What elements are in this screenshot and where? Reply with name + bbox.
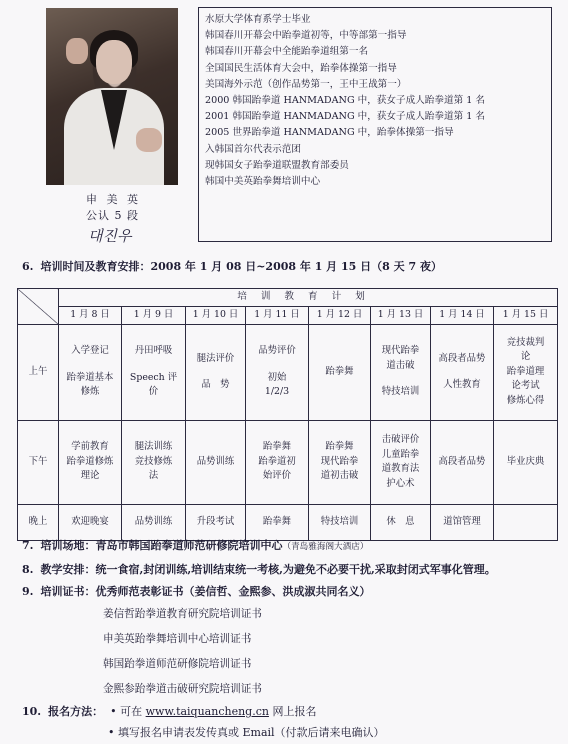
schedule-row-evening — [18, 504, 558, 540]
instructor-rank: 公认 5 段 — [86, 209, 139, 222]
training-schedule-table — [17, 288, 558, 541]
schedule-cell — [186, 504, 246, 540]
section-10-registration — [22, 703, 316, 719]
section-label: 培训证书： — [40, 585, 96, 598]
section-number: 9. — [22, 585, 34, 598]
registration-website-link[interactable]: www.taiquancheng.cn — [145, 705, 269, 718]
schedule-cell-text: 始评价 — [262, 470, 292, 482]
bio-line: 现韩国女子跆拳道联盟教育部委员 — [205, 159, 349, 171]
section-number: 6. — [22, 260, 34, 273]
schedule-cell — [186, 420, 246, 504]
schedule-cell — [59, 324, 122, 420]
schedule-cell-text: 修炼心得 — [506, 394, 545, 406]
certificate-item: 韩国跆拳道师范研修院培训证书 — [103, 658, 252, 670]
schedule-cell — [494, 324, 558, 420]
schedule-cell-text: 竞技修炼 — [134, 455, 173, 467]
schedule-cell-text: 品势训练 — [134, 515, 173, 527]
schedule-cell-text — [124, 359, 183, 371]
schedule-cell — [122, 504, 186, 540]
section-7-venue — [22, 537, 368, 553]
schedule-cell-text — [373, 373, 428, 385]
schedule-cell — [431, 324, 494, 420]
schedule-cell-text: 品势训练 — [196, 455, 235, 467]
schedule-row-morning — [18, 324, 558, 420]
section-text: 2008 年 1 月 08 日~2008 年 1 月 15 日（8 天 7 夜） — [150, 260, 442, 273]
table-corner-cell — [18, 289, 59, 325]
schedule-cell-text: 现代跆拳 — [381, 345, 420, 357]
registration-fax-email-line: • 填写报名申请表发传真或 Email（付款后请来电确认） — [108, 726, 385, 739]
day-header-cell: 1 月 9 日 — [122, 307, 186, 325]
day-header-cell: 1 月 11 日 — [246, 307, 309, 325]
day-header-cell: 1 月 14 日 — [431, 307, 494, 325]
schedule-cell-text: 毕业庆典 — [506, 455, 545, 467]
schedule-cell-text: 理论 — [80, 470, 100, 482]
schedule-cell — [122, 324, 186, 420]
schedule-cell-text: 腿法评价 — [196, 352, 235, 364]
schedule-title: 培训教育计划 — [59, 289, 558, 307]
day-header-cell: 1 月 15 日 — [494, 307, 558, 325]
schedule-cell — [431, 420, 494, 504]
day-header-cell: 1 月 10 日 — [186, 307, 246, 325]
schedule-cell-text: 跆拳舞 — [325, 441, 354, 453]
schedule-cell-text: 儿童跆拳 — [381, 448, 420, 460]
schedule-cell-text: 论考试 — [511, 380, 540, 392]
schedule-cell — [59, 420, 122, 504]
bio-line: 入韩国首尔代表示范团 — [205, 143, 301, 155]
schedule-cell-text: 修炼 — [80, 386, 100, 398]
time-slot-label: 下午 — [18, 420, 59, 504]
schedule-cell-text: 高段者品势 — [438, 352, 486, 364]
schedule-cell-text: 入学登记 — [71, 345, 109, 357]
schedule-cell — [246, 324, 309, 420]
schedule-cell — [246, 420, 309, 504]
schedule-cell — [122, 420, 186, 504]
schedule-cell — [431, 504, 494, 540]
bio-line: 韩国中美英跆拳舞培训中心 — [205, 176, 321, 188]
section-label: 培训时间及教育安排： — [40, 260, 151, 273]
day-header-cell: 1 月 13 日 — [371, 307, 431, 325]
schedule-cell-text: 竞技裁判 — [506, 336, 545, 348]
schedule-cell-text: 特技培训 — [381, 386, 420, 398]
instructor-bio-box — [198, 7, 552, 242]
section-number: 8. — [22, 563, 34, 576]
schedule-cell-text: 休 息 — [386, 515, 415, 527]
schedule-cell — [494, 420, 558, 504]
schedule-cell-text: 跆拳舞 — [262, 515, 292, 527]
schedule-cell-text: 特技培训 — [320, 515, 359, 527]
schedule-cell-text: 跆拳舞 — [262, 441, 292, 453]
schedule-cell-text: Speech 评 — [129, 371, 178, 383]
schedule-cell-text: 道教育法 — [381, 463, 420, 474]
schedule-cell-text: 初始 — [267, 371, 287, 383]
schedule-cell — [371, 324, 431, 420]
instructor-photo — [46, 8, 178, 185]
schedule-cell-text — [433, 366, 491, 378]
bio-line: 全国国民生活体育大会中，跆拳体操第一指导 — [205, 62, 397, 74]
schedule-cell-text: 跆拳道基本 — [66, 371, 114, 383]
schedule-cell — [59, 504, 122, 540]
schedule-cell-text: 道初击破 — [320, 470, 359, 482]
bio-line: 2001 韩国跆拳道 HANMADANG 中，获女子成人跆拳道第 1 名 — [205, 111, 485, 123]
schedule-row-afternoon — [18, 420, 558, 504]
schedule-cell-text: 高段者品势 — [438, 455, 486, 467]
bio-line: 美国海外示范（创作品势第一，王中王战第一） — [205, 78, 407, 90]
schedule-cell-text: 品 势 — [201, 379, 230, 390]
day-header-cell: 1 月 8 日 — [59, 307, 122, 325]
registration-line-prefix: • 可在 — [110, 705, 146, 718]
schedule-cell-text: 跆拳道理 — [506, 365, 545, 377]
instructor-name: 申 美 英 — [86, 193, 141, 206]
schedule-cell-text: 跆拳舞 — [325, 365, 354, 377]
schedule-cell-text: 人性教育 — [443, 379, 481, 390]
schedule-cell-text: 腿法训练 — [134, 441, 173, 453]
schedule-cell-text: 欢迎晚宴 — [71, 515, 109, 527]
schedule-cell-text — [248, 359, 306, 371]
time-slot-label: 晚上 — [18, 504, 59, 540]
schedule-cell-text: 丹田呼吸 — [134, 345, 173, 357]
time-slot-label: 上午 — [18, 324, 59, 420]
schedule-cell-text: 1/2/3 — [264, 386, 290, 398]
schedule-cell-text: 道击破 — [386, 359, 415, 371]
section-label: 教学安排： — [40, 563, 96, 576]
schedule-cell-text: 道馆管理 — [443, 515, 481, 527]
bio-line: 2005 世界跆拳道 HANMADANG 中，跆拳体操第一指导 — [205, 127, 454, 139]
certificate-item: 金熙参跆拳道击破研究院培训证书 — [103, 683, 262, 695]
section-label: 培训场地： — [40, 539, 96, 552]
bio-line: 2000 韩国跆拳道 HANMADANG 中，获女子成人跆拳道第 1 名 — [205, 95, 485, 107]
section-note: （青岛雅海阁大酒店） — [282, 542, 369, 552]
schedule-cell-text — [188, 366, 243, 378]
schedule-cell-text: 价 — [148, 386, 159, 398]
instructor-signature: 대진우 — [88, 227, 132, 245]
bio-line: 水原大学体育系学士毕业 — [205, 14, 311, 25]
section-9-certificates — [22, 583, 370, 599]
schedule-cell — [371, 504, 431, 540]
schedule-cell-text — [496, 516, 555, 528]
section-text: 青岛市韩国跆拳道师范研修院培训中心 — [95, 539, 283, 552]
schedule-cell — [309, 324, 371, 420]
certificate-item: 姜信哲跆拳道教育研究院培训证书 — [103, 608, 262, 620]
section-text: 统一食宿,封闭训练,培训结束统一考核,为避免不必要干扰,采取封闭式军事化管理。 — [95, 563, 496, 576]
section-label: 报名方法： — [48, 705, 104, 718]
registration-line-suffix: 网上报名 — [268, 705, 317, 718]
schedule-cell-text — [61, 359, 119, 371]
schedule-cell — [309, 420, 371, 504]
schedule-day-header-row — [18, 307, 558, 325]
schedule-cell-text: 学前教育 — [71, 441, 109, 453]
schedule-cell-text: 法 — [148, 470, 159, 482]
bio-line: 韩国春川开幕会中全能跆拳道组第一名 — [205, 46, 369, 58]
bio-line: 韩国春川开幕会中跆拳道初等，中等部第一指导 — [205, 30, 407, 42]
schedule-cell — [371, 420, 431, 504]
section-6-training-time — [22, 258, 442, 274]
schedule-cell-text: 现代跆拳 — [320, 455, 359, 467]
schedule-cell — [186, 324, 246, 420]
certificate-item: 申美英跆拳舞培训中心培训证书 — [103, 633, 252, 645]
section-text: 优秀师范表彰证书（姜信哲、金熙参、洪成淑共同名义） — [95, 585, 371, 598]
schedule-cell-text: 击破评价 — [381, 434, 420, 445]
day-header-cell: 1 月 12 日 — [309, 307, 371, 325]
schedule-cell — [246, 504, 309, 540]
schedule-cell-text: 护心术 — [386, 477, 415, 489]
schedule-cell-text: 论 — [520, 351, 531, 363]
section-number: 10. — [22, 705, 42, 718]
schedule-cell-text: 跆拳道修炼 — [66, 455, 114, 467]
schedule-cell-text: 升段考试 — [196, 515, 235, 527]
schedule-cell-text: 跆拳道初 — [258, 455, 296, 467]
schedule-cell — [494, 504, 558, 540]
schedule-cell — [309, 504, 371, 540]
schedule-cell-text: 品势评价 — [258, 345, 296, 357]
section-8-teaching — [22, 561, 496, 577]
section-number: 7. — [22, 539, 34, 552]
